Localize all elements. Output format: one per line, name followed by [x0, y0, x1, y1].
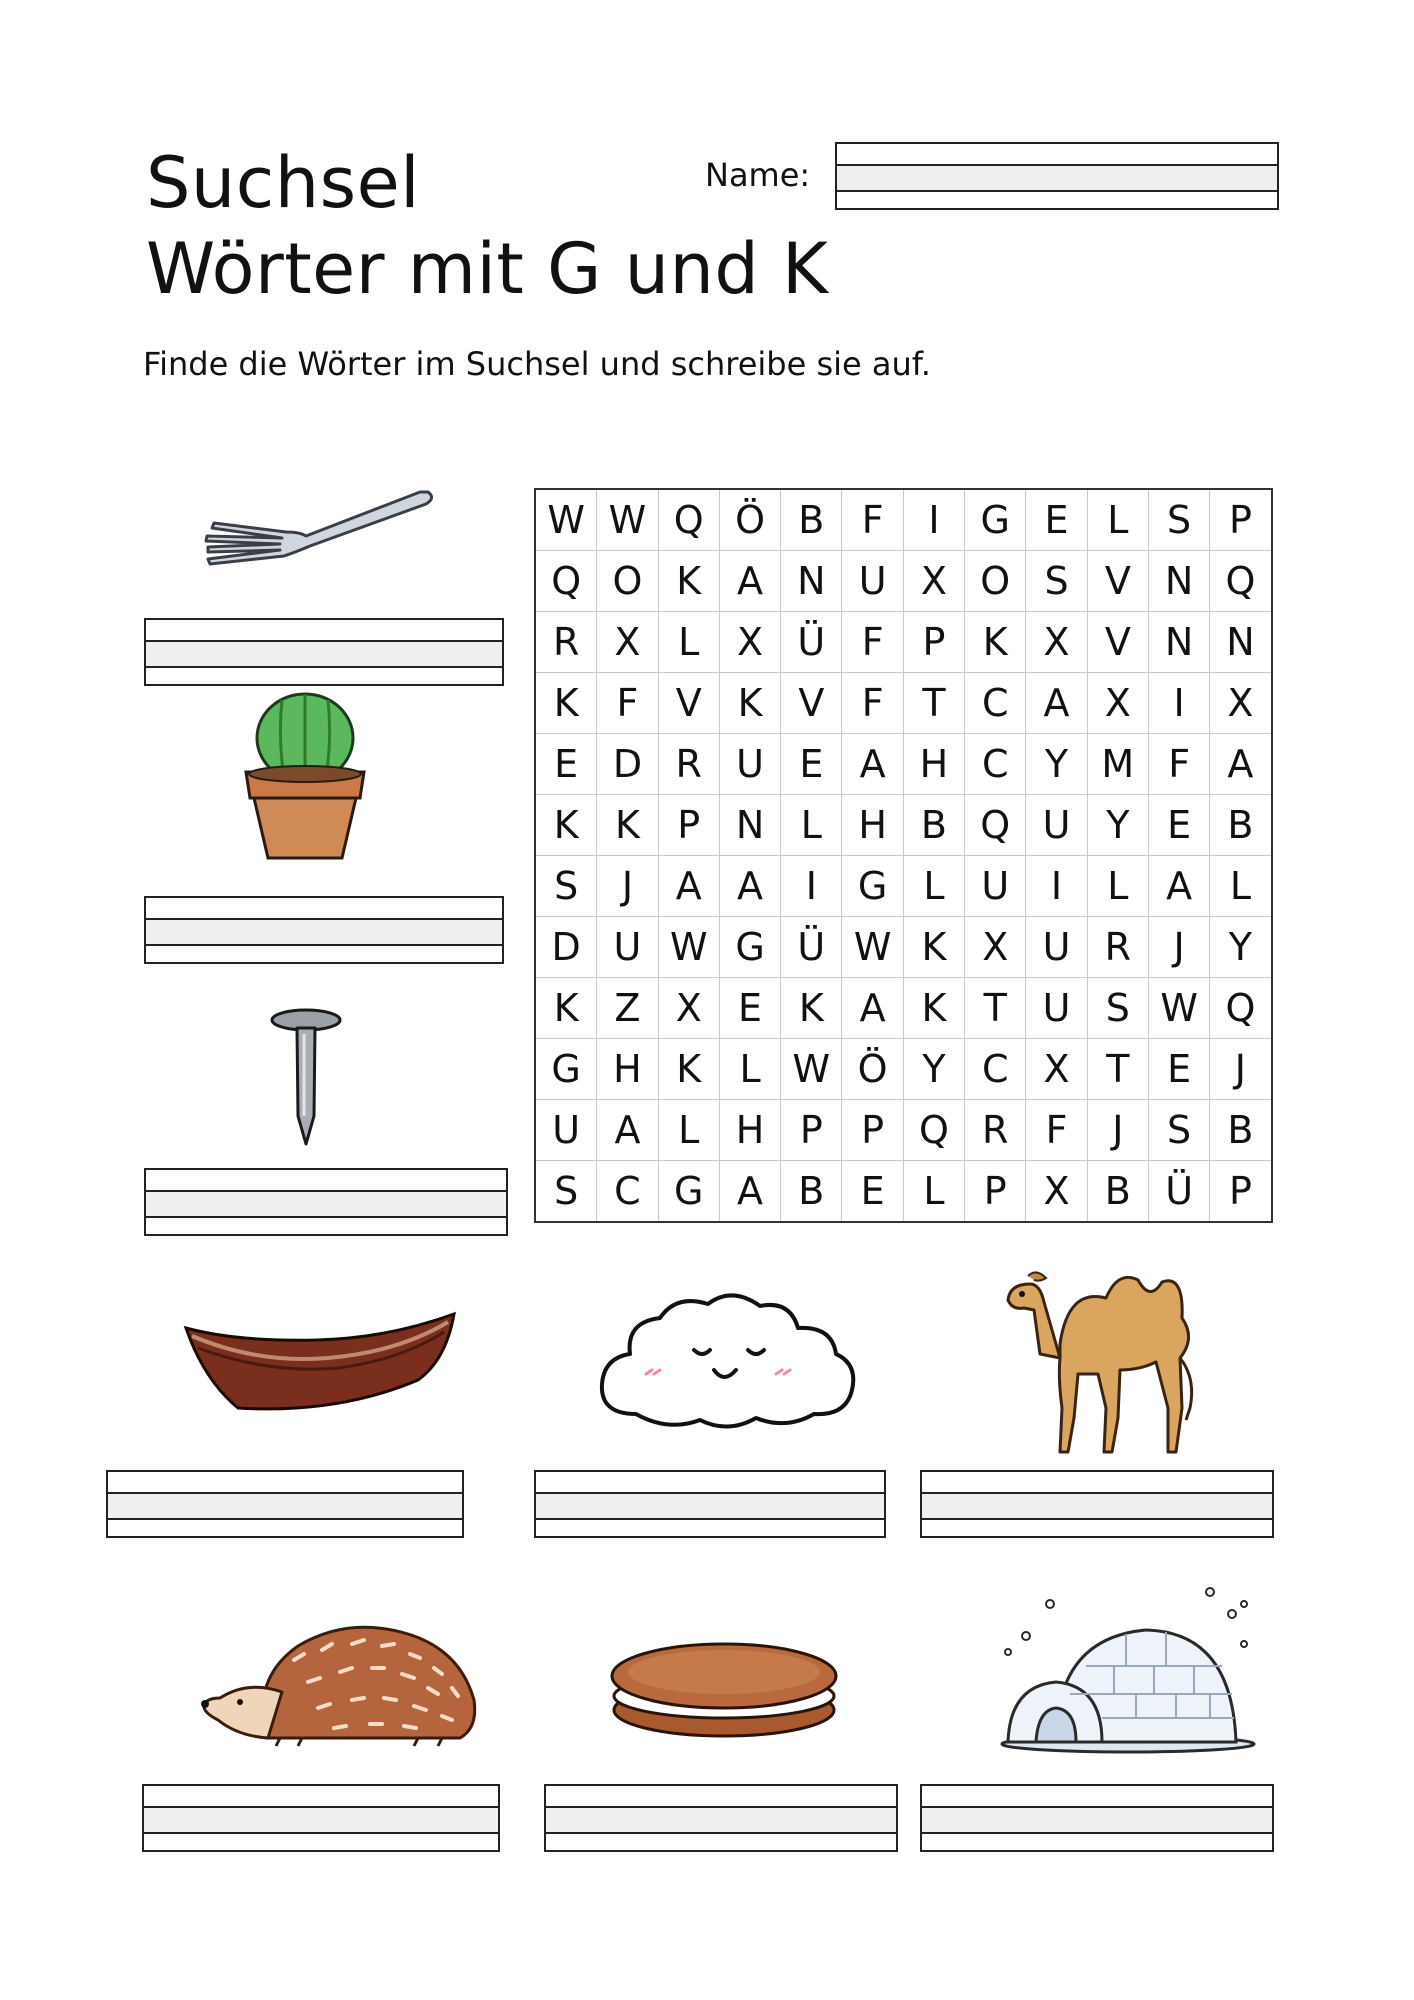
grid-cell[interactable]: R	[1087, 917, 1148, 978]
grid-row	[535, 978, 1272, 1039]
grid-cell[interactable]: W	[781, 1039, 842, 1100]
grid-cell[interactable]: Q	[1210, 978, 1272, 1039]
grid-cell[interactable]: W	[535, 489, 597, 551]
grid-cell[interactable]: H	[719, 1100, 780, 1161]
grid-cell[interactable]: B	[781, 489, 842, 551]
grid-cell[interactable]: E	[781, 734, 842, 795]
grid-cell[interactable]: K	[535, 673, 597, 734]
grid-cell[interactable]: U	[719, 734, 780, 795]
grid-cell[interactable]: A	[719, 551, 780, 612]
grid-row	[535, 917, 1272, 978]
grid-cell[interactable]: V	[1087, 551, 1148, 612]
instruction-text: Finde die Wörter im Suchsel und schreibe sie auf.	[143, 345, 931, 383]
grid-cell[interactable]: B	[1210, 1100, 1272, 1161]
grid-cell[interactable]: G	[842, 856, 903, 917]
grid-cell[interactable]: X	[597, 612, 658, 673]
grid-cell[interactable]: X	[1026, 612, 1087, 673]
grid-cell[interactable]: K	[658, 551, 719, 612]
grid-cell[interactable]: B	[781, 1161, 842, 1223]
grid-cell[interactable]: H	[842, 795, 903, 856]
grid-cell[interactable]: L	[658, 612, 719, 673]
grid-cell[interactable]: K	[719, 673, 780, 734]
grid-cell[interactable]: A	[658, 856, 719, 917]
grid-cell[interactable]: N	[1148, 612, 1209, 673]
grid-cell[interactable]: V	[1087, 612, 1148, 673]
grid-cell[interactable]: U	[1026, 917, 1087, 978]
grid-cell[interactable]: G	[965, 489, 1026, 551]
grid-cell[interactable]: Q	[903, 1100, 964, 1161]
grid-cell[interactable]: Ü	[1148, 1161, 1209, 1223]
grid-cell[interactable]: G	[658, 1161, 719, 1223]
grid-row	[535, 734, 1272, 795]
grid-cell[interactable]: Y	[1210, 917, 1272, 978]
grid-cell[interactable]: G	[535, 1039, 597, 1100]
grid-cell[interactable]: F	[1148, 734, 1209, 795]
grid-cell[interactable]: T	[965, 978, 1026, 1039]
grid-cell[interactable]: I	[903, 489, 964, 551]
grid-cell[interactable]: K	[597, 795, 658, 856]
grid-cell[interactable]: Ö	[842, 1039, 903, 1100]
title-line-2: Wörter mit G und K	[146, 228, 829, 310]
grid-cell[interactable]: J	[597, 856, 658, 917]
grid-cell[interactable]: H	[903, 734, 964, 795]
grid-cell[interactable]: P	[1210, 1161, 1272, 1223]
canoe-icon	[178, 1310, 460, 1414]
grid-row	[535, 1039, 1272, 1100]
grid-row	[535, 673, 1272, 734]
grid-cell[interactable]: N	[1148, 551, 1209, 612]
grid-cell[interactable]: P	[781, 1100, 842, 1161]
grid-cell[interactable]: L	[781, 795, 842, 856]
grid-cell[interactable]: W	[658, 917, 719, 978]
grid-cell[interactable]: N	[719, 795, 780, 856]
answer-line-canoe[interactable]	[106, 1470, 464, 1538]
grid-row	[535, 856, 1272, 917]
grid-cell[interactable]: R	[658, 734, 719, 795]
grid-row	[535, 612, 1272, 673]
grid-cell[interactable]: P	[1210, 489, 1272, 551]
grid-cell[interactable]: Ö	[719, 489, 780, 551]
grid-cell[interactable]: Q	[535, 551, 597, 612]
grid-cell[interactable]: J	[1210, 1039, 1272, 1100]
grid-cell[interactable]: U	[842, 551, 903, 612]
grid-cell[interactable]: V	[781, 673, 842, 734]
grid-cell[interactable]: X	[719, 612, 780, 673]
grid-cell[interactable]: U	[965, 856, 1026, 917]
answer-line-cookie[interactable]	[544, 1784, 898, 1852]
grid-cell[interactable]: F	[597, 673, 658, 734]
grid-cell[interactable]: K	[903, 978, 964, 1039]
answer-line-nail[interactable]	[144, 1168, 508, 1236]
grid-cell[interactable]: L	[1087, 489, 1148, 551]
answer-line-igloo[interactable]	[920, 1784, 1274, 1852]
grid-cell[interactable]: W	[597, 489, 658, 551]
grid-cell[interactable]: E	[842, 1161, 903, 1223]
grid-cell[interactable]: E	[1148, 795, 1209, 856]
hedgehog-icon	[198, 1620, 480, 1748]
grid-cell[interactable]: Y	[1087, 795, 1148, 856]
grid-cell[interactable]: C	[965, 673, 1026, 734]
grid-cell[interactable]: A	[1026, 673, 1087, 734]
grid-cell[interactable]: V	[658, 673, 719, 734]
grid-cell[interactable]: D	[597, 734, 658, 795]
grid-cell[interactable]: J	[1087, 1100, 1148, 1161]
grid-cell[interactable]: H	[597, 1039, 658, 1100]
grid-cell[interactable]: P	[842, 1100, 903, 1161]
grid-cell[interactable]: I	[781, 856, 842, 917]
grid-cell[interactable]: X	[658, 978, 719, 1039]
grid-cell[interactable]: B	[1210, 795, 1272, 856]
grid-cell[interactable]: S	[535, 856, 597, 917]
grid-cell[interactable]: O	[965, 551, 1026, 612]
name-field[interactable]	[835, 142, 1279, 210]
grid-cell[interactable]: T	[903, 673, 964, 734]
grid-cell[interactable]: B	[903, 795, 964, 856]
grid-cell[interactable]: U	[1026, 795, 1087, 856]
grid-cell[interactable]: E	[1148, 1039, 1209, 1100]
grid-cell[interactable]: E	[535, 734, 597, 795]
answer-line-fork[interactable]	[144, 618, 504, 686]
grid-cell[interactable]: A	[1210, 734, 1272, 795]
grid-cell[interactable]: K	[965, 612, 1026, 673]
grid-cell[interactable]: D	[535, 917, 597, 978]
igloo-icon	[996, 1586, 1258, 1754]
grid-cell[interactable]: X	[1026, 1161, 1087, 1223]
grid-cell[interactable]: S	[1026, 551, 1087, 612]
cookie-icon	[604, 1634, 844, 1744]
grid-cell[interactable]: K	[535, 795, 597, 856]
grid-cell[interactable]: E	[719, 978, 780, 1039]
grid-cell[interactable]: F	[1026, 1100, 1087, 1161]
grid-cell[interactable]: K	[903, 917, 964, 978]
grid-row	[535, 795, 1272, 856]
answer-line-camel[interactable]	[920, 1470, 1274, 1538]
grid-cell[interactable]: W	[1148, 978, 1209, 1039]
name-label: Name:	[705, 156, 811, 194]
nail-icon	[268, 1006, 344, 1146]
grid-cell[interactable]: X	[1026, 1039, 1087, 1100]
grid-cell[interactable]: Q	[965, 795, 1026, 856]
grid-cell[interactable]: Q	[1210, 551, 1272, 612]
grid-cell[interactable]: S	[1087, 978, 1148, 1039]
grid-cell[interactable]: T	[1087, 1039, 1148, 1100]
grid-cell[interactable]: U	[535, 1100, 597, 1161]
grid-row	[535, 1161, 1272, 1223]
grid-cell[interactable]: M	[1087, 734, 1148, 795]
grid-cell[interactable]: Z	[597, 978, 658, 1039]
grid-cell[interactable]: L	[903, 856, 964, 917]
grid-cell[interactable]: J	[1148, 917, 1209, 978]
grid-cell[interactable]: L	[719, 1039, 780, 1100]
grid-row	[535, 1100, 1272, 1161]
grid-cell[interactable]: K	[535, 978, 597, 1039]
cactus-icon	[238, 690, 372, 862]
title-line-1: Suchsel	[146, 142, 421, 224]
grid-cell[interactable]: S	[1148, 489, 1209, 551]
grid-cell[interactable]: P	[658, 795, 719, 856]
grid-cell[interactable]: E	[1026, 489, 1087, 551]
grid-cell[interactable]: Ü	[781, 917, 842, 978]
grid-row	[535, 551, 1272, 612]
grid-cell[interactable]: P	[903, 612, 964, 673]
grid-cell[interactable]: X	[965, 917, 1026, 978]
grid-cell[interactable]: Q	[658, 489, 719, 551]
grid-cell[interactable]: Ü	[781, 612, 842, 673]
grid-cell[interactable]: Y	[903, 1039, 964, 1100]
grid-cell[interactable]: R	[535, 612, 597, 673]
camel-icon	[1000, 1258, 1196, 1454]
grid-cell[interactable]: N	[781, 551, 842, 612]
grid-cell[interactable]: A	[719, 856, 780, 917]
fork-icon	[200, 484, 436, 584]
grid-cell[interactable]: A	[842, 978, 903, 1039]
grid-cell[interactable]: F	[842, 673, 903, 734]
grid-cell[interactable]: W	[842, 917, 903, 978]
answer-line-hedgehog[interactable]	[142, 1784, 500, 1852]
grid-cell[interactable]: C	[597, 1161, 658, 1223]
grid-cell[interactable]: A	[597, 1100, 658, 1161]
grid-cell[interactable]: L	[658, 1100, 719, 1161]
grid-cell[interactable]: I	[1026, 856, 1087, 917]
grid-cell[interactable]: R	[965, 1100, 1026, 1161]
answer-line-cloud[interactable]	[534, 1470, 886, 1538]
answer-line-cactus[interactable]	[144, 896, 504, 964]
grid-cell[interactable]: A	[842, 734, 903, 795]
grid-cell[interactable]: X	[903, 551, 964, 612]
grid-cell[interactable]: L	[1210, 856, 1272, 917]
grid-cell[interactable]: X	[1210, 673, 1272, 734]
grid-cell[interactable]: L	[903, 1161, 964, 1223]
grid-cell[interactable]: S	[1148, 1100, 1209, 1161]
grid-cell[interactable]: G	[719, 917, 780, 978]
grid-cell[interactable]: C	[965, 1039, 1026, 1100]
grid-cell[interactable]: U	[1026, 978, 1087, 1039]
grid-cell[interactable]: I	[1148, 673, 1209, 734]
grid-cell[interactable]: U	[597, 917, 658, 978]
grid-cell[interactable]: A	[1148, 856, 1209, 917]
grid-cell[interactable]: F	[842, 489, 903, 551]
grid-cell[interactable]: P	[965, 1161, 1026, 1223]
cloud-icon	[596, 1292, 858, 1432]
grid-cell[interactable]: S	[535, 1161, 597, 1223]
grid-cell[interactable]: Y	[1026, 734, 1087, 795]
word-search-grid	[534, 488, 1273, 1223]
grid-cell[interactable]: L	[1087, 856, 1148, 917]
grid-cell[interactable]: B	[1087, 1161, 1148, 1223]
grid-cell[interactable]: K	[658, 1039, 719, 1100]
grid-cell[interactable]: X	[1087, 673, 1148, 734]
grid-cell[interactable]: C	[965, 734, 1026, 795]
grid-cell[interactable]: A	[719, 1161, 780, 1223]
grid-row	[535, 489, 1272, 551]
grid-cell[interactable]: F	[842, 612, 903, 673]
grid-cell[interactable]: N	[1210, 612, 1272, 673]
grid-cell[interactable]: O	[597, 551, 658, 612]
grid-cell[interactable]: K	[781, 978, 842, 1039]
